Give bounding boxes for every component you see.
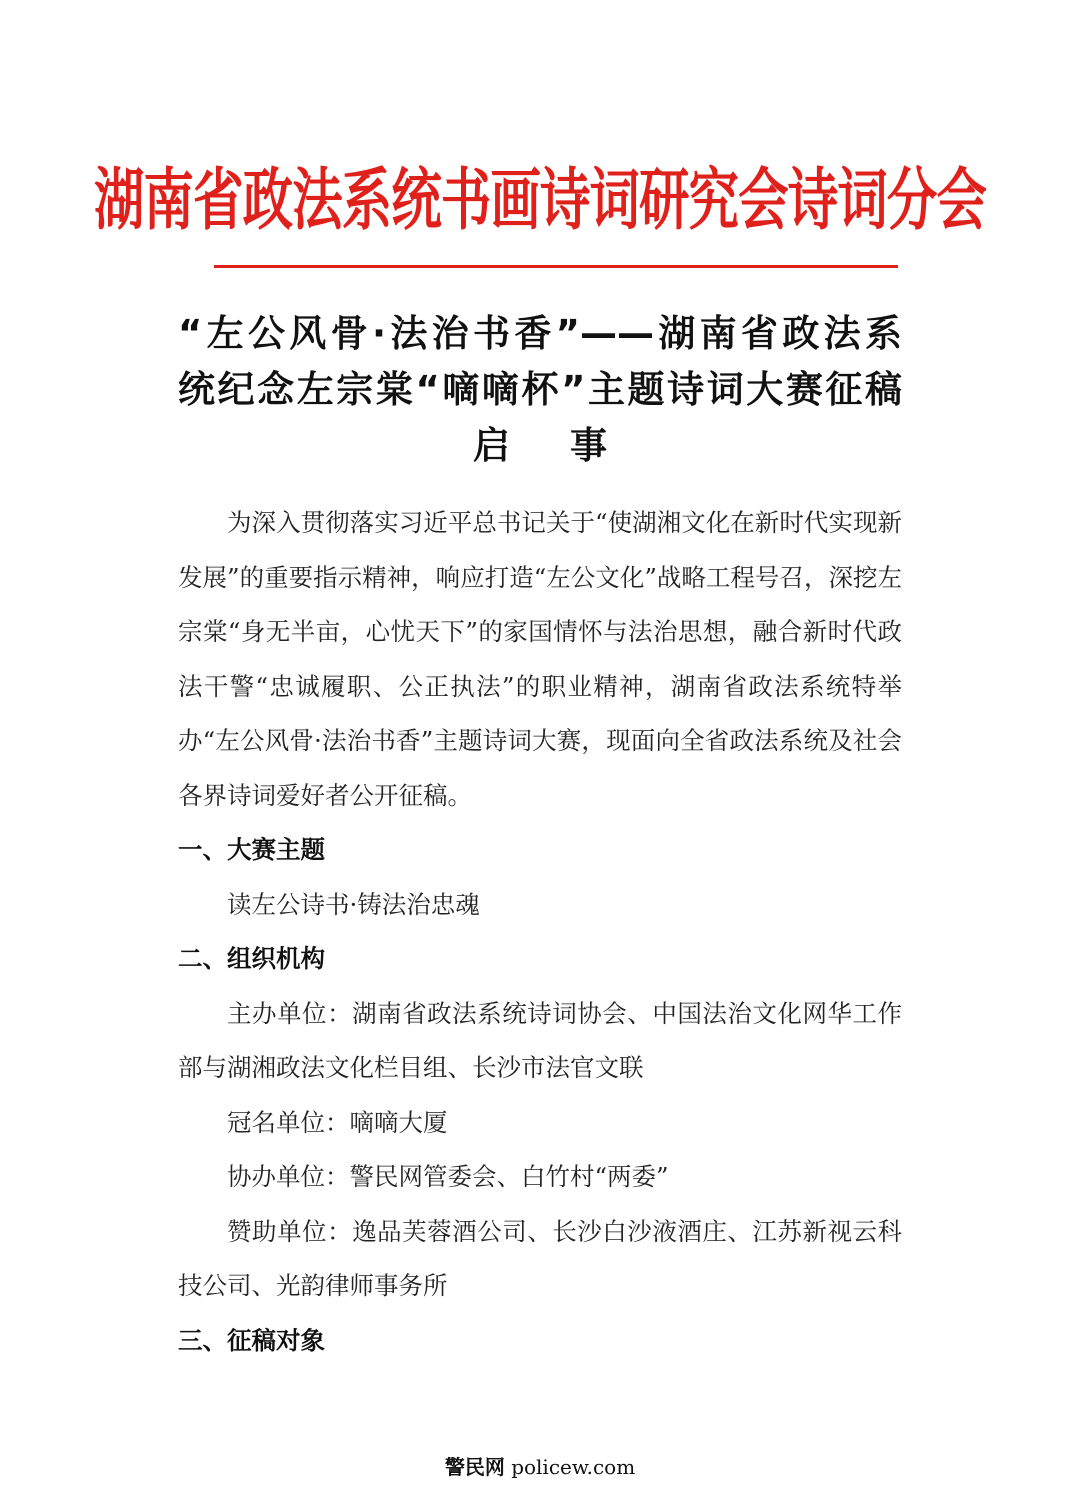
site-watermark [0, 1452, 1080, 1482]
org-name: 湖南省政法系统书画诗词研究会诗词分会 [93, 161, 987, 240]
co-organizers: 协办单位：警民网管委会、白竹村“两委” [227, 1162, 669, 1191]
intro-paragraph: 为深入贯彻落实习近平总书记关于“使湖湘文化在新时代实现新发展”的重要指示精神，响应打造“左公文化”战略工程号召，深挖左宗棠“身无半亩，心忧天下”的家国情怀与法治思想，融合新时代政法干警“忠诚履职、公正执法”的职业精神，湖南省政法系统特举办“左公风骨·法治书香”主题诗词大赛，现面向全省政法系统及社会各界诗词爱好者公开征稿。 [178, 508, 902, 810]
title-line-1: “左公风骨·法治书香”——湖南省政法系 [178, 312, 902, 355]
title-line-3: 启事 [473, 424, 667, 467]
header-divider [214, 265, 898, 268]
section-heading-submission-target: 三、征稿对象 [178, 1325, 325, 1355]
title-sponsor: 冠名单位：嘀嘀大厦 [227, 1107, 448, 1137]
supporting-units: 赞助单位：逸品芙蓉酒公司、长沙白沙液酒庄、江苏新视云科技公司、光韵律师事务所 [178, 1216, 902, 1300]
document-title [178, 306, 902, 474]
site-url: policew.com [511, 1455, 636, 1479]
title-line-2: 统纪念左宗棠“嘀嘀杯”主题诗词大赛征稿 [178, 368, 902, 411]
document-body [178, 496, 902, 1368]
section-heading-theme: 一、大赛主题 [178, 835, 325, 864]
site-name: 警民网 [444, 1455, 505, 1479]
host-units: 主办单位：湖南省政法系统诗词协会、中国法治文化网华工作部与湖湘政法文化栏目组、长沙市法官文联 [178, 998, 902, 1082]
theme-text: 读左公诗书·铸法治忠魂 [227, 889, 480, 919]
section-heading-organization: 二、组织机构 [178, 944, 325, 973]
org-header [93, 150, 987, 240]
